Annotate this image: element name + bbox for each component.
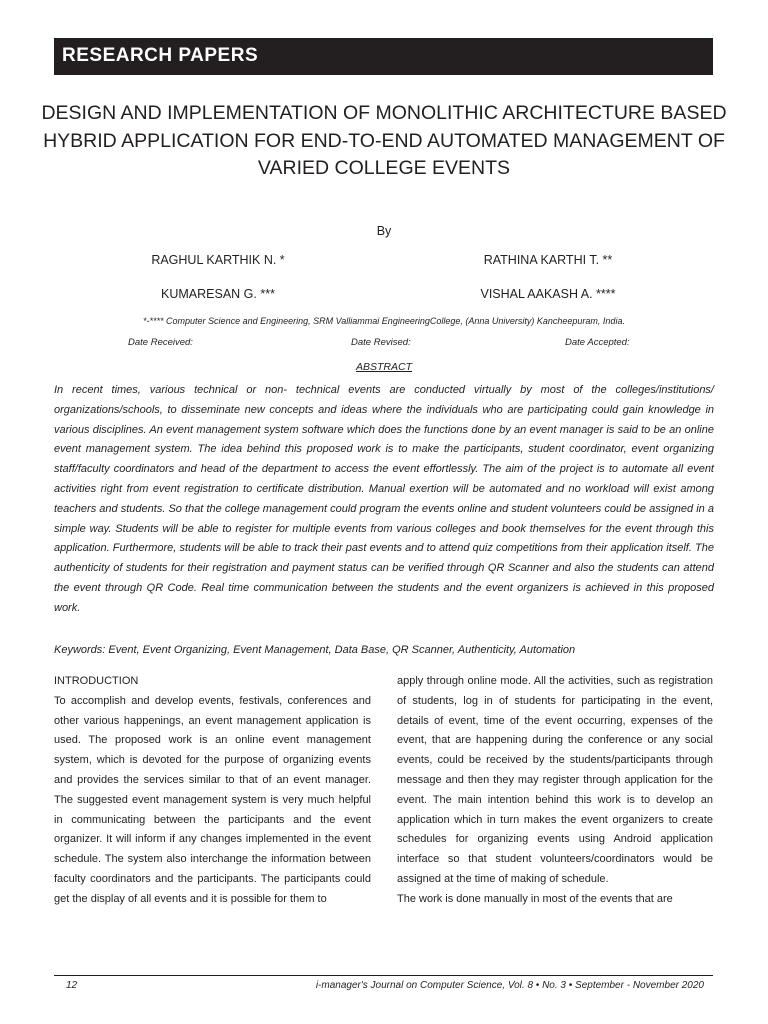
intro-paragraph: To accomplish and develop events, festivals, conferences and other various happenings, an event management application is used. The proposed work is an online event management system, which is devoted for the purpose of organizing events and provides the services similar to that of an event manager. The suggested event management system is very much helpful in communicating between the participants and the event organizer. It will inform if any changes implemented in the event schedule. The system also interchange the information between faculty coordinators and the participants. The participants could get the display of all events and it is possible for them to (54, 694, 371, 905)
date-received: Date Received: (128, 337, 193, 348)
date-revised: Date Revised: (351, 337, 411, 348)
author-2: RATHINA KARTHI T. ** (483, 253, 613, 267)
right-paragraph-1: apply through online mode. All the activities, such as registration of students, log in of students for participating in the event, details of event, time of the event occurring, expenses of the event, that are happening during the conference or any social events, could be received by the students/participants through message and then they may register through application for the event. The main intention behind this work is to develop an application which in turn makes the event organizers to create schedules for organizing events using Android application interface so that student volunteers/coordinators would be assigned at the time of making of schedule. (397, 675, 713, 885)
section-label: RESEARCH PAPERS (62, 45, 259, 66)
section-banner (54, 38, 713, 75)
introduction-heading: INTRODUCTION (54, 675, 139, 687)
paper-title: DESIGN AND IMPLEMENTATION OF MONOLITHIC ARCHITECTURE BASED HYBRID APPLICATION FOR END-TO-END AUTOMATED MANAGEMENT OF VARIED COLLEGE EVENTS (41, 102, 727, 179)
affiliation: *-**** Computer Science and Engineering, SRM Valliammai EngineeringCollege, (Anna University) Kancheepuram, India. (143, 316, 625, 326)
footer-divider (54, 975, 713, 976)
abstract-heading: ABSTRACT (355, 361, 412, 373)
keywords: Keywords: Event, Event Organizing, Event Management, Data Base, QR Scanner, Authenticity, Automation (54, 644, 576, 656)
page-number: 12 (66, 980, 78, 991)
author-1: RAGHUL KARTHIK N. * (151, 253, 285, 267)
author-3: KUMARESAN G. *** (161, 287, 275, 301)
by-label: By (376, 224, 392, 238)
abstract-text: In recent times, various technical or non- technical events are conducted virtually by most of the colleges/institutions/ organizations/schools, to disseminate new concepts and ideas where the individuals who are participating could gain knowledge in various disciplines. An event management system software which does the functions done by an event manager is said to be an online event management system. The idea behind this proposed work is to make the participants, student coordinator, event organizing staff/faculty coordinators and head of the department to access the event effortlessly. The aim of the project is to automate all event activities right from event registration to certificate distribution. Manual exertion will be automated and no workload will exist among teachers and students. So that the college management could program the events online and student volunteers could be assigned in a simple way. Students will be able to register for multiple events from various colleges and book themselves for the event through this application. Furthermore, students will be able to track their past events and to attend quiz competitions from their application itself. The authenticity of students for their registration and payment status can be verified through QR Scanner and also the students can attend the event through QR Code. Real time communication between the students and the event organizers is achieved in this proposed work. (54, 384, 714, 614)
journal-citation: i-manager's Journal on Computer Science, Vol. 8 • No. 3 • September - November 2020 (315, 980, 704, 991)
left-column (54, 672, 371, 910)
date-accepted: Date Accepted: (565, 337, 630, 348)
right-paragraph-2: The work is done manually in most of the events that are (397, 892, 673, 905)
author-4: VISHAL AAKASH A. **** (480, 287, 616, 301)
right-column (397, 672, 713, 910)
